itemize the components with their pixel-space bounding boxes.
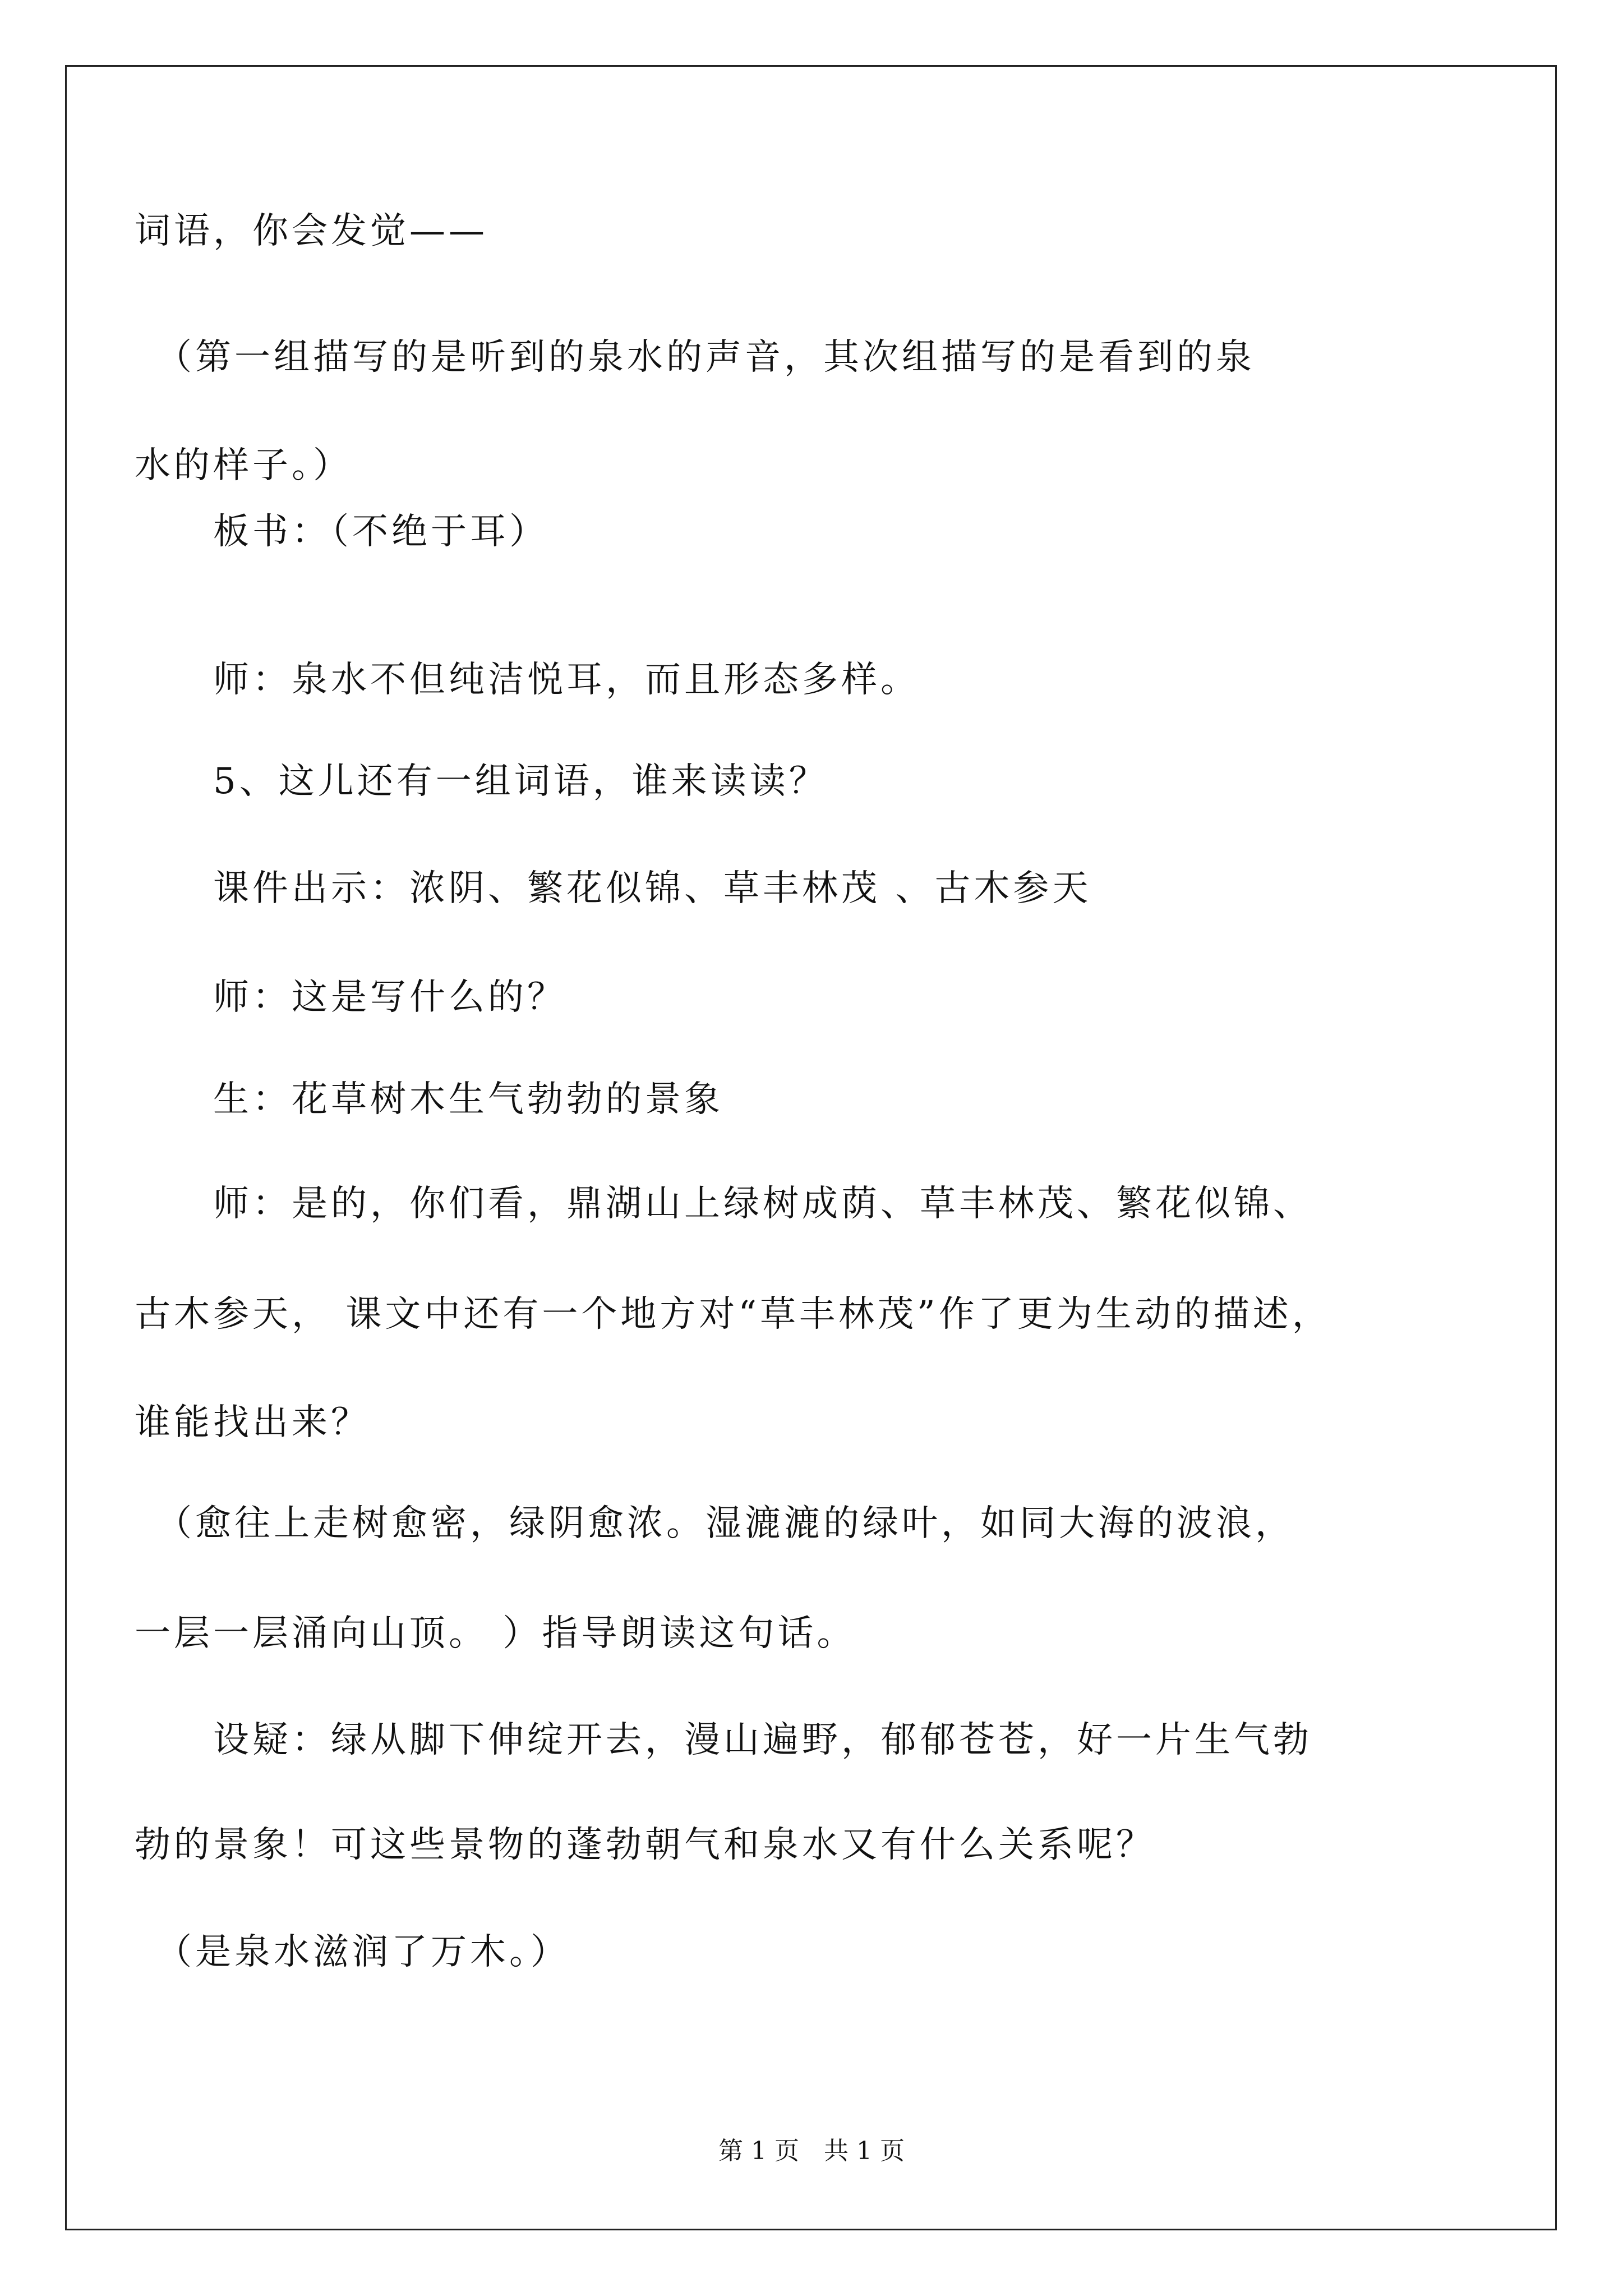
text-line: 板书：（不绝于耳） [135,511,548,553]
text-line: （第一组描写的是听到的泉水的声音，其次组描写的是看到的泉 [135,337,1255,378]
text-line: 谁能找出来？ [135,1402,370,1443]
text-line: 师：泉水不但纯洁悦耳，而且形态多样。 [135,659,920,701]
text-line: 5、这儿还有一组词语，谁来读读？ [135,761,828,802]
text-line: 设疑：绿从脚下伸绽开去，漫山遍野，郁郁苍苍，好一片生气勃 [135,1719,1312,1761]
text-line: 生：花草树木生气勃勃的景象 [135,1079,723,1120]
text-line: 一层一层涌向山顶。 ）指导朗读这句话。 [135,1613,856,1654]
text-line: 水的样子。） [135,445,352,486]
text-line: 词语，你会发觉—— [135,210,488,252]
text-line: （是泉水滋润了万木。） [135,1931,570,1973]
page-number: 第 1 页 共 1 页 [718,2137,905,2165]
text-line: 师：是的，你们看，鼎湖山上绿树成荫、草丰林茂、繁花似锦、 [135,1183,1312,1225]
page-border [65,65,1557,2230]
text-line: 师：这是写什么的？ [135,977,566,1018]
text-line: （愈往上走树愈密，绿阴愈浓。湿漉漉的绿叶，如同大海的波浪， [135,1503,1294,1544]
text-line: 勃的景象！可这些景物的蓬勃朝气和泉水又有什么关系呢？ [135,1824,1155,1866]
text-line: 古木参天， 课文中还有一个地方对“草丰林茂”作了更为生动的描述， [135,1294,1331,1335]
text-line: 课件出示：浓阴、繁花似锦、草丰林茂 、古木参天 [135,868,1092,909]
